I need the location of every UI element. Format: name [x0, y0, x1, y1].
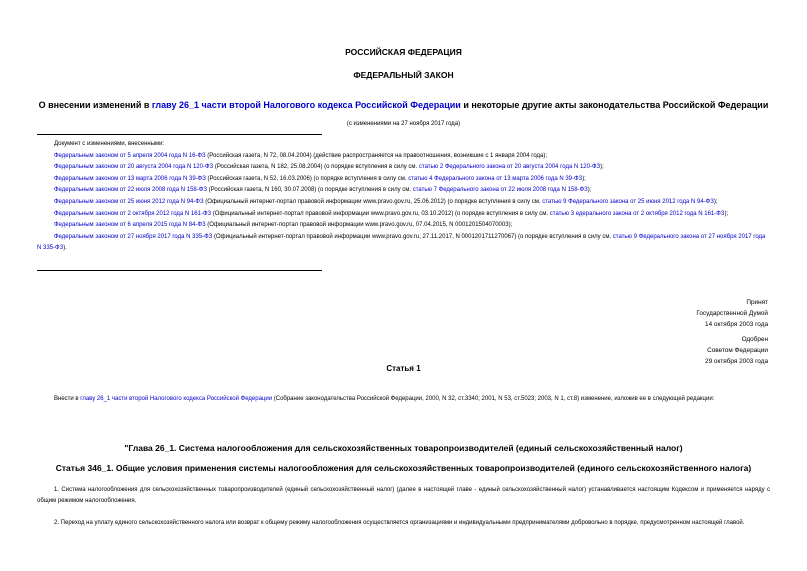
- change-item: [37, 151, 770, 163]
- change-closing: );: [582, 175, 586, 182]
- adoption-block: [560, 297, 768, 367]
- law-type-heading: ФЕДЕРАЛЬНЫЙ ЗАКОН: [353, 70, 454, 80]
- article-1-prefix: Внести в: [54, 396, 81, 402]
- edition-note: (с изменениями на 27 ноября 2017 года): [346, 121, 461, 127]
- amending-law-link[interactable]: Федеральным законом от 13 марта 2006 года N 39-ФЗ: [54, 175, 206, 182]
- entry-into-force-link[interactable]: статью 4 Федерального закона от 13 марта 2006 года N 39-ФЗ: [408, 175, 583, 182]
- title-suffix: и некоторые другие акты законодательства Российской Федерации: [460, 100, 769, 110]
- change-item: [37, 162, 770, 174]
- entry-into-force-link[interactable]: статью 9 Федерального закона от 25 июня 2012 года N 94-ФЗ: [542, 198, 714, 205]
- paragraph-2: 2. Переход на уплату единого сельскохозяйственного налога или возврат к общему режиму налогообложения осуществляется организациями и индивидуальными предпринимателями добровольно в порядке, предусмотренном настоящей главой.: [54, 520, 745, 526]
- article-346-1-heading: Статья 346_1. Общие условия применения системы налогообложения для сельскохозяйственных товаропроизводителей (единого сельскохозяйственного налога): [55, 463, 752, 473]
- amending-law-link[interactable]: Федеральным законом от 20 августа 2004 года N 120-ФЗ: [54, 164, 214, 171]
- change-publication-info: (Официальный интернет-портал правовой информации www.pravo.gov.ru, 03.10.2012) (о порядке вступления в силу см.: [211, 210, 550, 217]
- change-item: [37, 220, 770, 232]
- article-1-text: [37, 394, 770, 405]
- article-1-chapter-link[interactable]: главу 26_1 части второй Налогового кодекса Российской Федерации: [80, 396, 273, 402]
- change-publication-info: (Российская газета, N 182, 25.08.2004) (о порядке вступления в силу см.: [213, 164, 419, 171]
- change-publication-info: (Российская газета, N 72, 08.04.2004) (действие распространяется на правоотношения, возникшие с 1 января 2004 года);: [205, 152, 548, 159]
- amending-law-link[interactable]: Федеральным законом от 25 июня 2012 года N 94-ФЗ: [54, 198, 204, 205]
- amending-law-link[interactable]: Федеральным законом от 27 ноября 2017 года N 335-ФЗ: [54, 233, 213, 240]
- changes-intro: Документ с изменениями, внесенными:: [54, 141, 165, 147]
- top-divider: [37, 134, 322, 135]
- title-prefix: О внесении изменений в: [38, 100, 152, 110]
- amending-law-link[interactable]: Федеральным законом от 2 октября 2012 года N 161-ФЗ: [54, 210, 212, 217]
- change-item: [37, 209, 770, 221]
- country-heading: РОССИЙСКАЯ ФЕДЕРАЦИЯ: [345, 47, 462, 57]
- title-chapter-link[interactable]: главу 26_1 части второй Налогового кодекса Российской Федерации: [151, 100, 461, 110]
- changes-list: [37, 139, 770, 255]
- approved-date: 29 октября 2003 года: [705, 358, 768, 365]
- amending-law-link[interactable]: Федеральным законом от 5 апреля 2004 года N 16-ФЗ: [54, 152, 206, 159]
- entry-into-force-link[interactable]: статью 9 Федерального закона от 27 ноября 2017 года N 335-ФЗ: [37, 233, 766, 252]
- changes-items: [37, 151, 770, 255]
- adopted-label: Принят: [746, 299, 768, 306]
- change-item: [37, 185, 770, 197]
- change-publication-info: (Официальный интернет-портал правовой информации www.pravo.gov.ru, 27.11.2017, N 0001201711270067) (о порядке вступления в силу см.: [212, 233, 613, 240]
- adopted-date: 14 октября 2003 года: [705, 321, 768, 328]
- change-closing: );: [587, 187, 592, 194]
- adopted-by: Государственной Думой: [696, 310, 768, 317]
- change-closing: );: [600, 164, 604, 171]
- change-publication-info: (Российская газета, N 160, 30.07.2008) (о порядке вступления в силу см.: [206, 187, 413, 194]
- article-1-title: Статья 1: [386, 364, 421, 373]
- paragraph-1: 1. Система налогообложения для сельскохозяйственных товаропроизводителей (единый сельскохозяйственный налог) (далее в настоящей главе - единый сельскохозяйственный налог) устанавливается настоящим Кодексом и применяется наряду с общим режимом налогообложения.: [37, 487, 770, 504]
- change-closing: );: [724, 210, 729, 217]
- entry-into-force-link[interactable]: статью 3 едерального закона от 2 октября 2012 года N 161-ФЗ: [549, 210, 725, 217]
- change-item: [37, 197, 770, 209]
- entry-into-force-link[interactable]: статью 2 Федерального закона от 20 августа 2004 года N 120-ФЗ: [418, 164, 601, 171]
- change-publication-info: (Российская газета, N 52, 16.03.2006) (о порядке вступления в силу см.: [205, 175, 409, 182]
- change-closing: );: [713, 198, 718, 205]
- article-1-suffix: (Собрание законодательства Российской Федерации, 2000, N 32, ст.3340; 2001, N 53, ст.5023; 2003, N 1, ст.8) изменение, изложив ее в следующей редакции:: [272, 396, 715, 402]
- amending-law-link[interactable]: Федеральным законом от 22 июля 2008 года N 158-ФЗ: [54, 187, 207, 194]
- approved-label: Одобрен: [741, 336, 768, 343]
- chapter-heading: "Глава 26_1. Система налогообложения для сельскохозяйственных товаропроизводителей (единый сельскохозяйственный налог): [124, 443, 683, 453]
- change-item: [37, 232, 770, 255]
- change-item: [37, 174, 770, 186]
- entry-into-force-link[interactable]: статью 7 Федерального закона от 22 июля 2008 года N 158-ФЗ: [412, 187, 588, 194]
- bottom-divider: [37, 270, 322, 271]
- change-closing: ).: [63, 245, 67, 252]
- change-publication-info: (Официальный интернет-портал правовой информации www.pravo.gov.ru, 07.04.2015, N 0001201504070003);: [205, 222, 513, 229]
- amending-law-link[interactable]: Федеральным законом от 6 апреля 2015 года N 84-ФЗ: [54, 222, 206, 229]
- document-title: [20, 100, 787, 110]
- change-publication-info: (Официальный интернет-портал правовой информации www.pravo.gov.ru, 25.06.2012) (о порядке вступления в силу см.: [203, 198, 543, 205]
- approved-by: Советом Федерации: [707, 347, 768, 354]
